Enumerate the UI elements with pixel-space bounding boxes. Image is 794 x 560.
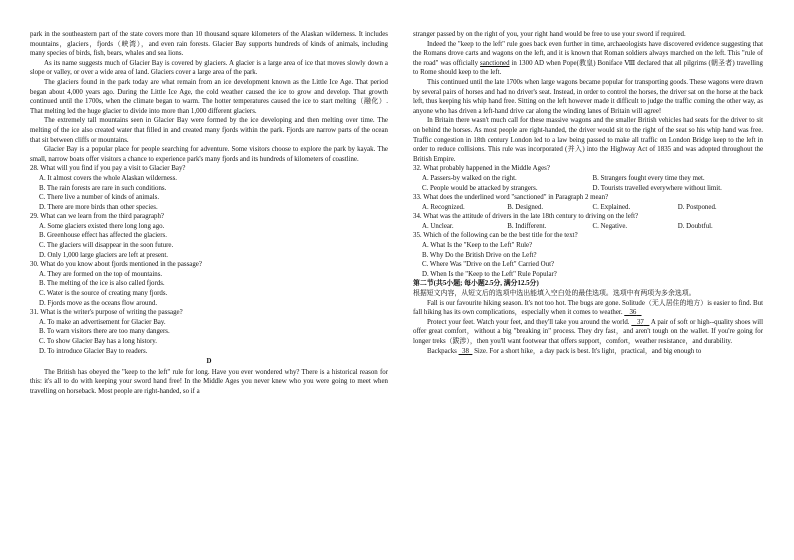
question-stem: 34. What was the attitude of drivers in the late 18th century to driving on the left? — [413, 213, 639, 221]
paragraph-text: Size. For a short hike，a day pack is best. It's light，practical，and big enough to — [472, 347, 702, 355]
passage-d-paragraph: The British has obeyed the "keep to the left" rule for long. Have you ever wondered why? There is a historical reason for this: it's all to do with keeping your sword hand free! In the Middle Ages you never knew who you were going to meet when travelling on horseback. Most people are right-handed, so if a — [30, 368, 388, 395]
section-2-paragraph — [413, 347, 763, 357]
answer-option[interactable]: C. Water is the source of creating many fjords. — [39, 290, 168, 298]
question-28 — [30, 164, 388, 212]
answer-option[interactable]: C. To show Glacier Bay has a long history. — [39, 338, 157, 345]
answer-option[interactable]: A. Some glaciers existed there long long ago. — [39, 222, 165, 230]
question-31 — [30, 308, 388, 356]
passage-c-paragraph: As its name suggests much of Glacier Bay is covered by glaciers. A glacier is a large area of ice that moves slowly down a slope or valley, or over a wide area of land. Glaciers cover a large area of the park. — [30, 59, 388, 77]
section-2-instructions: 根据短文内容，从短文后的选项中选出能填入空白处的最佳选项。选项中有两项为多余选项。 — [413, 290, 696, 298]
answer-option[interactable]: B. The rain forests are rare in such conditions. — [39, 184, 167, 192]
right-column — [413, 30, 763, 356]
paragraph-text: Fall is our favourite hiking season. It's not too hot. The bugs are gone. Solitude（无人居住的地方）is easier to find. But fall hiking has its own complications，especially when it comes to weather. — [413, 299, 763, 317]
passage-d-paragraph: This continued until the late 1700s when large wagons became popular for transporting goods. These wagons were drawn by several pairs of horses and had no driver's seat. Instead, in order to control the horses, the driver sat on the horse at the back left, thus keeping his whip hand free. Sitting on the left however made it difficult to judge the traffic coming the other way, as anyone who has driven a left-hand drive car along the winding lanes of Britain will agree! — [413, 78, 763, 115]
question-stem: 31. What is the writer's purpose of writing the passage? — [30, 309, 183, 317]
paragraph-text: A pair of soft or high--quality shoes will offer great comfort，without a big "breaking in" process. They dry fast，and aren't tough on the wallet. If you're going for longer treks（跋涉），then you'll want footwear that offers support，comfort，weather resistance，and durability. — [413, 318, 764, 345]
answer-option[interactable]: C. There live a number of kinds of animals. — [39, 194, 160, 202]
question-32 — [413, 164, 763, 193]
answer-option[interactable]: B. Strangers fought every time they met. — [592, 174, 705, 182]
blank-number: 36 — [629, 309, 637, 317]
answer-option[interactable]: B. The melting of the ice is also called fjords. — [39, 280, 165, 288]
answer-option[interactable]: D. There are more birds than other species. — [39, 203, 158, 211]
section-2-paragraph — [413, 318, 763, 347]
answer-option[interactable]: D. To introduce Glacier Bay to readers. — [39, 347, 148, 355]
answer-option[interactable]: A. Passers-by walked on the right. — [422, 174, 517, 182]
paragraph-text: in 1300 AD when Pope(教皇) Boniface Ⅷ declared that all pilgrims (朝圣者) travelling to Rome should keep to the left. — [413, 59, 763, 77]
question-34 — [413, 212, 763, 231]
answer-option[interactable]: D. Doubtful. — [677, 222, 713, 230]
answer-option[interactable]: A. What Is the "Keep to the Left" Rule? — [422, 242, 533, 250]
answer-option[interactable]: D. Fjords move as the oceans flow around. — [39, 299, 158, 307]
answer-option[interactable]: B. To warn visitors there are too many dangers. — [39, 328, 170, 336]
answer-option[interactable]: D. When Is the "Keep to the Left" Rule Popular? — [422, 270, 557, 278]
answer-option[interactable]: A. To make an advertisement for Glacier Bay. — [39, 318, 166, 326]
blank-38[interactable] — [459, 348, 473, 355]
section-2-title: 第二节(共5小题; 每小题2.5分, 满分12.5分) — [413, 280, 539, 288]
section-2-paragraph — [413, 299, 763, 318]
passage-c-paragraph: The glaciers found in the park today are what remain from an ice development known as the Little Ice Age. That period began about 4,000 years ago. During the Little Ice Age, the cold weather caused the ice to grow and develop. That growth continued until the 1700s, when the climate began to warm. The hotter temperatures caused the ice to start melting（融化）. That melting led the huge glacier to divide into more than 1,000 different glaciers. — [30, 78, 388, 115]
blank-36[interactable] — [624, 309, 641, 316]
passage-d-paragraph — [413, 40, 763, 78]
answer-option[interactable]: D. Only 1,000 large glaciers are left at present. — [39, 251, 169, 259]
answer-option[interactable]: B. Designed. — [507, 203, 544, 211]
answer-option[interactable]: A. Unclear. — [422, 222, 454, 230]
answer-option[interactable]: B. Why Do the British Drive on the Left? — [422, 251, 537, 259]
answer-option[interactable]: C. Explained. — [592, 203, 631, 211]
answer-option[interactable]: C. Negative. — [592, 222, 628, 230]
answer-option[interactable]: A. Recognized. — [422, 203, 465, 211]
answer-option[interactable]: C. The glaciers will disappear in the soon future. — [39, 242, 174, 250]
blank-37[interactable] — [631, 319, 649, 326]
question-33 — [413, 193, 763, 212]
answer-option[interactable]: A. It almost covers the whole Alaskan wilderness. — [39, 174, 177, 182]
answer-option[interactable]: D. Tourists travelled everywhere without limit. — [592, 184, 722, 192]
paragraph-text: Indeed the "keep to the left" rule goes back even further in time, archaeologists have discovered evidence suggesting that the Romans drove carts and wagons on the left, and it is known that Roman soldiers always marched on the left. This "rule of the road" was officially — [413, 40, 763, 67]
answer-option[interactable]: A. They are formed on the top of mountains. — [39, 270, 163, 278]
passage-c-paragraph: The extremely tall mountains seen in Glacier Bay were formed by the ice developing and then melting over time. The melting of the ice also created water that filled in and created many fjords within the park. Fjords are narrow parts of the ocean that sit between cliffs or mountains. — [30, 117, 388, 144]
question-29 — [30, 212, 388, 260]
section-d-label: D — [206, 358, 212, 366]
answer-option[interactable]: D. Postponed. — [677, 203, 717, 211]
question-stem: 28. What will you find if you pay a visit to Glacier Bay? — [30, 165, 186, 173]
blank-number: 37 — [636, 318, 644, 326]
passage-c-paragraph: park in the southeastern part of the state covers more than 10 thousand square kilometers of the Alaskan wilderness. It includes mountains，glaciers，fjords（峡湾），and even rain forests. Glacier Bay supports hundreds of kinds of animals, including many species of birds, fish, bears, whales and sea lions. — [30, 31, 388, 58]
answer-option[interactable]: C. People would be attacked by strangers. — [422, 184, 538, 192]
answer-option[interactable]: B. Indifferent. — [507, 222, 547, 230]
paragraph-text: Protect your feet. Watch your feet, and they'll take you around the world. — [427, 318, 632, 326]
left-column — [30, 30, 388, 397]
paragraph-text: Backpacks — [427, 347, 459, 355]
question-stem: 30. What do you know about fjords mentioned in the passage? — [30, 261, 202, 269]
blank-number: 38 — [462, 347, 469, 355]
underlined-word: sanctioned — [480, 59, 510, 67]
question-35 — [413, 231, 763, 279]
question-stem: 33. What does the underlined word "sanctioned" in Paragraph 2 mean? — [413, 194, 609, 202]
passage-c-paragraph: Glacier Bay is a popular place for people searching for adventure. Some visitors choose to explore the park by kayak. The small, narrow boats offer visitors a chance to experience park's many fjords and its hundreds of kilometers of coastline. — [30, 146, 388, 163]
passage-d-paragraph: stranger passed by on the right of you, your right hand would be free to use your sword if required. — [413, 31, 686, 38]
question-stem: 32. What probably happened in the Middle Ages? — [413, 165, 550, 173]
passage-d-paragraph: In Britain there wasn't much call for these massive wagons and the smaller British vehicles had seats for the driver to sit on behind the horses. As most people are right-handed, the driver would sit to the right of the seat so his whip hand was free. Traffic congestion in 18th century London led to a law being passed to make all traffic on London Bridge keep to the left in order to reduce collisions. This rule was incorporated (并入) into the Highway Act of 1835 and was adopted throughout the British Empire. — [413, 117, 763, 163]
answer-option[interactable]: C. Where Was "Drive on the Left" Carried Out? — [422, 261, 555, 269]
question-stem: 35. Which of the following can be the best title for the text? — [413, 232, 578, 240]
question-30 — [30, 260, 388, 308]
answer-option[interactable]: B. Greenhouse effect has affected the glaciers. — [39, 232, 167, 240]
question-stem: 29. What can we learn from the third paragraph? — [30, 213, 164, 221]
